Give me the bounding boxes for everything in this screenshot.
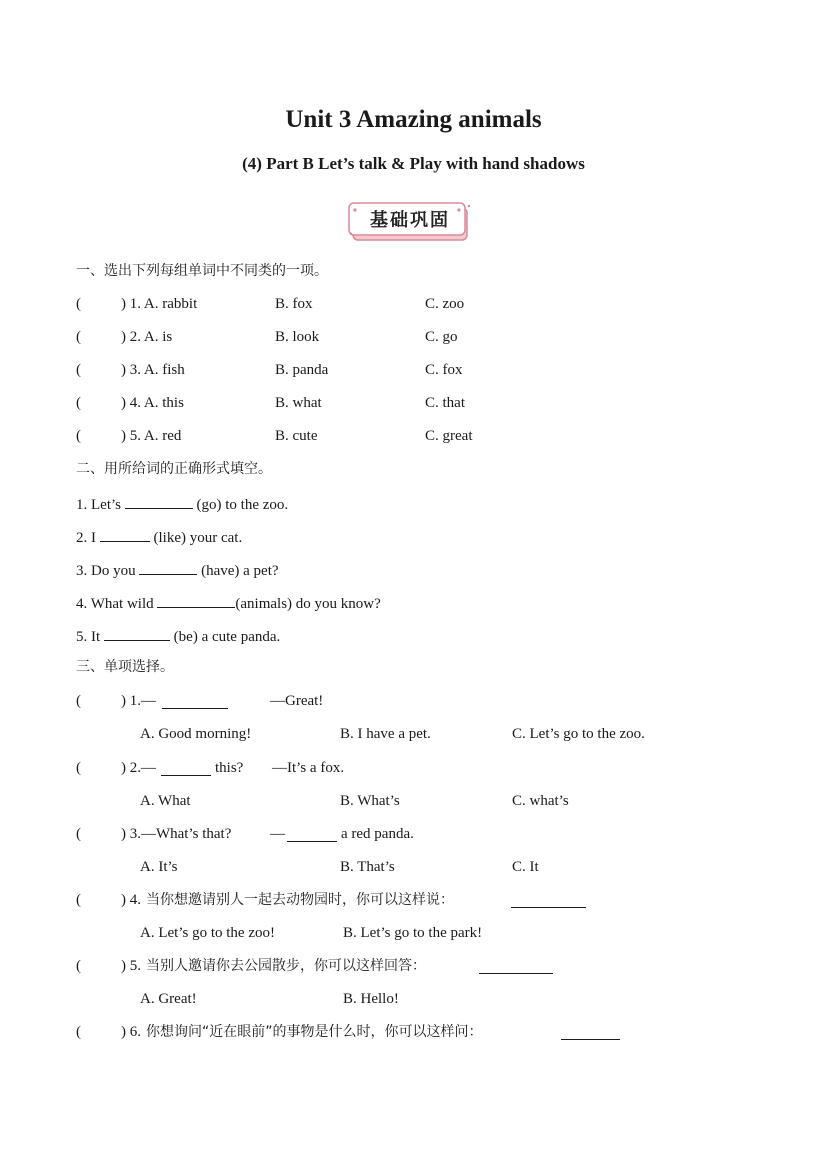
section3-heading: 三、单项选择。	[76, 659, 174, 675]
option-b: B. What’s	[340, 793, 400, 809]
option-c: C. what’s	[512, 793, 569, 809]
question-text: 当别人邀请你去公园散步，你可以这样回答：	[146, 958, 426, 974]
option-b: B. Hello!	[343, 991, 399, 1007]
option-a: A. It’s	[140, 859, 178, 875]
question-number: ) 5.	[121, 958, 141, 974]
option-a: A. What	[140, 793, 191, 809]
question-number: ) 3.—What’s that?	[121, 826, 232, 842]
question-label: ) 4. A. this	[121, 395, 184, 411]
fill-item-suffix: (have) a pet?	[201, 563, 279, 579]
option-c: C. zoo	[425, 296, 465, 312]
option-c: C. that	[425, 395, 465, 411]
question-label: ) 5. A. red	[121, 428, 182, 444]
option-c: C. Let’s go to the zoo.	[512, 726, 645, 742]
option-b: B. panda	[275, 362, 329, 378]
section2-heading: 二、用所给词的正确形式填空。	[76, 461, 272, 477]
fill-item-prefix: 1. Let’s	[76, 497, 121, 513]
question-label: ) 3. A. fish	[121, 362, 185, 378]
option-c: C. go	[425, 329, 458, 345]
option-b: B. Let’s go to the park!	[343, 925, 483, 941]
option-b: B. cute	[275, 428, 318, 444]
option-b: B. fox	[275, 296, 313, 312]
question-text: 你想询问“近在眼前”的事物是什么时，你可以这样问：	[146, 1024, 483, 1040]
option-b: B. look	[275, 329, 320, 345]
question-number: ) 4.	[121, 892, 141, 908]
fill-blank[interactable]	[479, 958, 553, 974]
page-title: Unit 3 Amazing animals	[285, 106, 542, 133]
question-number: ) 6.	[121, 1024, 141, 1040]
question-label: ) 2. A. is	[121, 329, 173, 345]
option-a: A. Good morning!	[140, 726, 252, 742]
fill-blank[interactable]	[511, 892, 586, 908]
page-subtitle: (4) Part B Let’s talk & Play with hand shadows	[242, 154, 585, 173]
answer-paren[interactable]: (	[76, 693, 81, 709]
option-c: C. fox	[425, 362, 463, 378]
fill-blank[interactable]	[139, 559, 197, 575]
fill-blank[interactable]	[161, 760, 211, 776]
fill-blank[interactable]	[561, 1024, 620, 1040]
answer-paren[interactable]: (	[76, 958, 81, 974]
answer-paren[interactable]: (	[76, 329, 81, 345]
fill-item-prefix: 2. I	[76, 530, 96, 546]
answer-paren[interactable]: (	[76, 892, 81, 908]
question-number: ) 2.—	[121, 760, 156, 776]
fill-item	[76, 526, 242, 548]
fill-item	[76, 592, 381, 614]
question-number: ) 1.—	[121, 693, 156, 709]
fill-item-suffix: (go) to the zoo.	[196, 497, 289, 513]
question-text: 当你想邀请别人一起去动物园时，你可以这样说：	[146, 892, 454, 908]
section1-heading: 一、选出下列每组单词中不同类的一项。	[76, 263, 328, 279]
answer-paren[interactable]: (	[76, 428, 81, 444]
fill-item-prefix: 3. Do you	[76, 563, 136, 579]
fill-blank[interactable]	[104, 625, 170, 641]
fill-blank[interactable]	[100, 526, 150, 542]
answer-paren[interactable]: (	[76, 395, 81, 411]
fill-item	[76, 559, 279, 581]
answer-paren[interactable]: (	[76, 760, 81, 776]
answer-paren[interactable]: (	[76, 362, 81, 378]
option-c: C. It	[512, 859, 539, 875]
fill-blank[interactable]	[287, 826, 337, 842]
option-c: C. great	[425, 428, 473, 444]
option-b: B. I have a pet.	[340, 726, 431, 742]
fill-item-suffix: (animals) do you know?	[235, 596, 381, 612]
fill-item-suffix: (be) a cute panda.	[173, 629, 281, 645]
fill-blank[interactable]	[157, 592, 235, 608]
fill-blank[interactable]	[125, 493, 193, 509]
fill-item	[76, 493, 288, 515]
badge-label: 基础巩固	[370, 210, 450, 231]
section-badge	[347, 200, 473, 244]
question-response: —Great!	[270, 693, 324, 709]
answer-paren[interactable]: (	[76, 826, 81, 842]
question-text: a red panda.	[341, 826, 414, 842]
answer-paren[interactable]: (	[76, 296, 81, 312]
option-b: B. That’s	[340, 859, 395, 875]
option-b: B. what	[275, 395, 322, 411]
option-a: A. Let’s go to the zoo!	[140, 925, 275, 941]
question-dash: —	[270, 826, 285, 842]
question-response: —It’s a fox.	[272, 760, 345, 776]
fill-blank[interactable]	[162, 693, 228, 709]
fill-item	[76, 625, 280, 647]
fill-item-prefix: 5. It	[76, 629, 101, 645]
fill-item-suffix: (like) your cat.	[153, 530, 243, 546]
fill-item-prefix: 4. What wild	[76, 596, 154, 612]
option-a: A. Great!	[140, 991, 197, 1007]
question-label: ) 1. A. rabbit	[121, 296, 198, 312]
question-text: this?	[215, 760, 244, 776]
answer-paren[interactable]: (	[76, 1024, 81, 1040]
